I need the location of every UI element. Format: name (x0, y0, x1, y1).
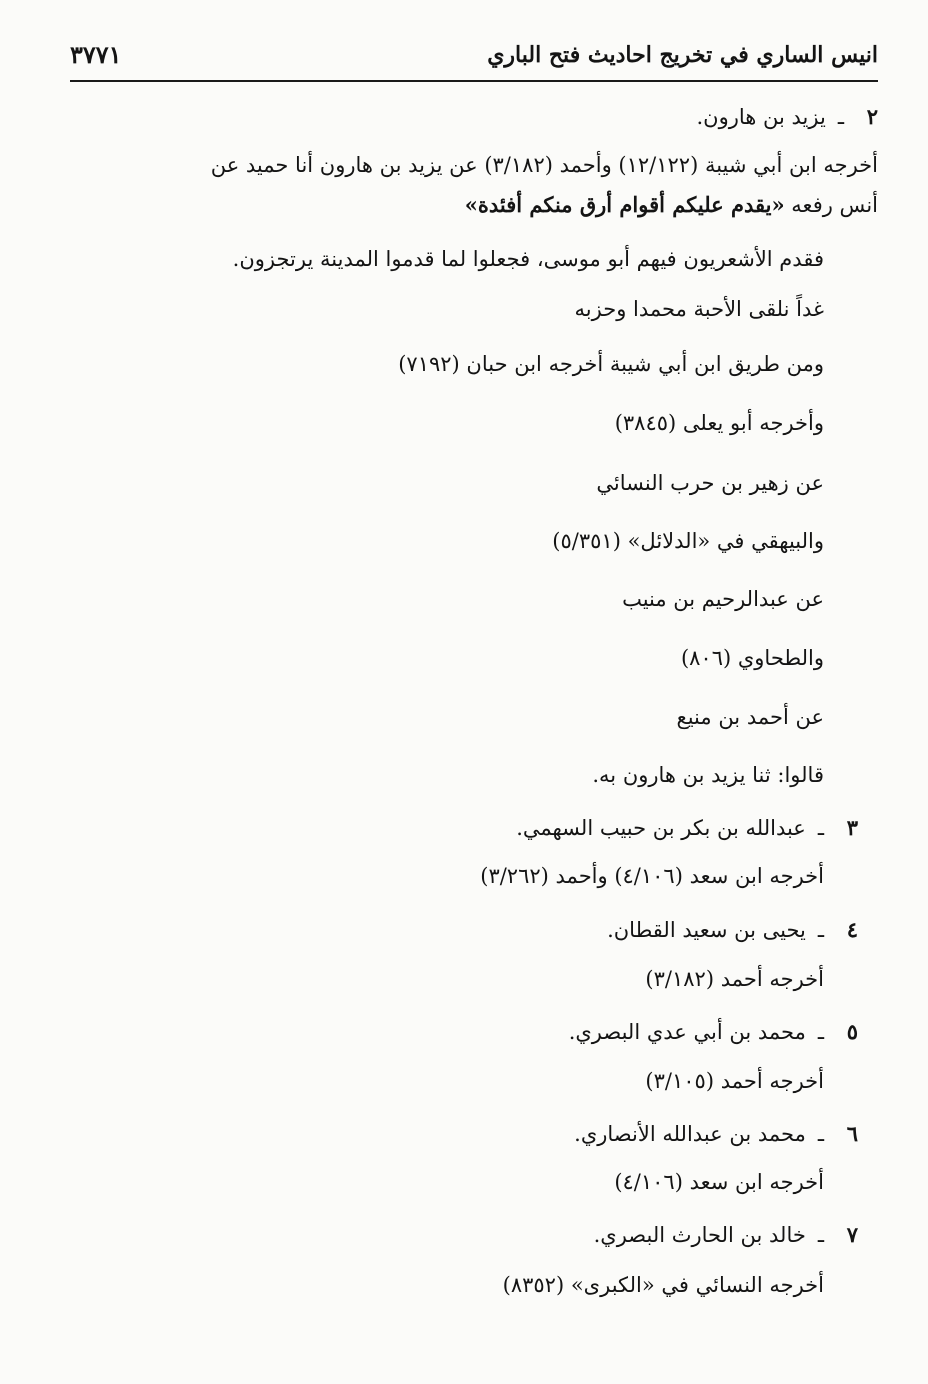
entry-number: ٣ (846, 815, 858, 840)
text-line: أخرجه النسائي في «الكبرى» (٨٣٥٢) (502, 1273, 824, 1297)
text-fragment: أنس رفعه (784, 193, 878, 217)
text-line: قالوا: ثنا يزيد بن هارون به. (592, 763, 824, 787)
entry-3 (516, 813, 858, 843)
entry-number: ٦ (846, 1121, 858, 1146)
entry-number: ٢ (866, 104, 878, 129)
narrator-name: عبدالله بن بكر بن حبيب السهمي. (516, 816, 806, 840)
text-line: غداً نلقى الأحبة محمدا وحزبه (574, 297, 824, 321)
text-line: أخرجه ابن سعد (٤/١٠٦) (614, 1170, 824, 1194)
page-number: ٣٧٧١ (70, 40, 122, 69)
entry-dash: ـ (817, 1020, 824, 1044)
text-line: عن عبدالرحيم بن منيب (622, 587, 824, 611)
text-line: وأخرجه أبو يعلى (٣٨٤٥) (614, 411, 824, 435)
text-line: أخرجه ابن سعد (٤/١٠٦) وأحمد (٣/٢٦٢) (480, 864, 824, 888)
text-line: أخرجه أحمد (٣/١٨٢) (645, 967, 824, 991)
narrator-name: خالد بن الحارث البصري. (593, 1223, 806, 1247)
text-line: أخرجه أحمد (٣/١٠٥) (645, 1069, 824, 1093)
entry-dash: ـ (817, 918, 824, 942)
text-line: ومن طريق ابن أبي شيبة أخرجه ابن حبان (٧١٩٢) (398, 352, 824, 376)
narrator-name: محمد بن أبي عدي البصري. (568, 1020, 806, 1044)
entry-dash: ـ (817, 816, 824, 840)
header-title: انيس الساري في تخريج احاديث فتح الباري (487, 42, 878, 68)
entry-dash: ـ (817, 1122, 824, 1146)
narrator-name: يزيد بن هارون. (696, 105, 826, 129)
entry-7 (594, 1220, 858, 1250)
text-line: أخرجه ابن أبي شيبة (١٢/١٢٢) وأحمد (٣/١٨٢) عن يزيد بن هارون أنا حميد عن (210, 153, 878, 177)
text-line-hadith (465, 190, 878, 220)
text-line: عن زهير بن حرب النسائي (596, 471, 824, 495)
hadith-quote: «يقدم عليكم أقوام أرق منكم أفئدة» (464, 192, 785, 217)
entry-2 (697, 102, 879, 132)
entry-6 (574, 1119, 858, 1149)
entry-dash: ـ (837, 105, 844, 129)
entry-number: ٧ (846, 1222, 858, 1247)
text-line: فقدم الأشعريون فيهم أبو موسى، فجعلوا لما قدموا المدينة يرتجزون. (232, 247, 824, 271)
narrator-name: يحيى بن سعيد القطان. (607, 918, 806, 942)
narrator-name: محمد بن عبدالله الأنصاري. (574, 1122, 806, 1146)
entry-dash: ـ (817, 1223, 824, 1247)
entry-number: ٤ (846, 917, 858, 942)
running-header (70, 34, 878, 82)
entry-5 (569, 1017, 858, 1047)
entry-number: ٥ (846, 1019, 858, 1044)
text-line: والبيهقي في «الدلائل» (٥/٣٥١) (552, 529, 824, 553)
entry-4 (607, 915, 858, 945)
text-line: والطحاوي (٨٠٦) (680, 646, 824, 670)
text-line: عن أحمد بن منيع (676, 705, 824, 729)
